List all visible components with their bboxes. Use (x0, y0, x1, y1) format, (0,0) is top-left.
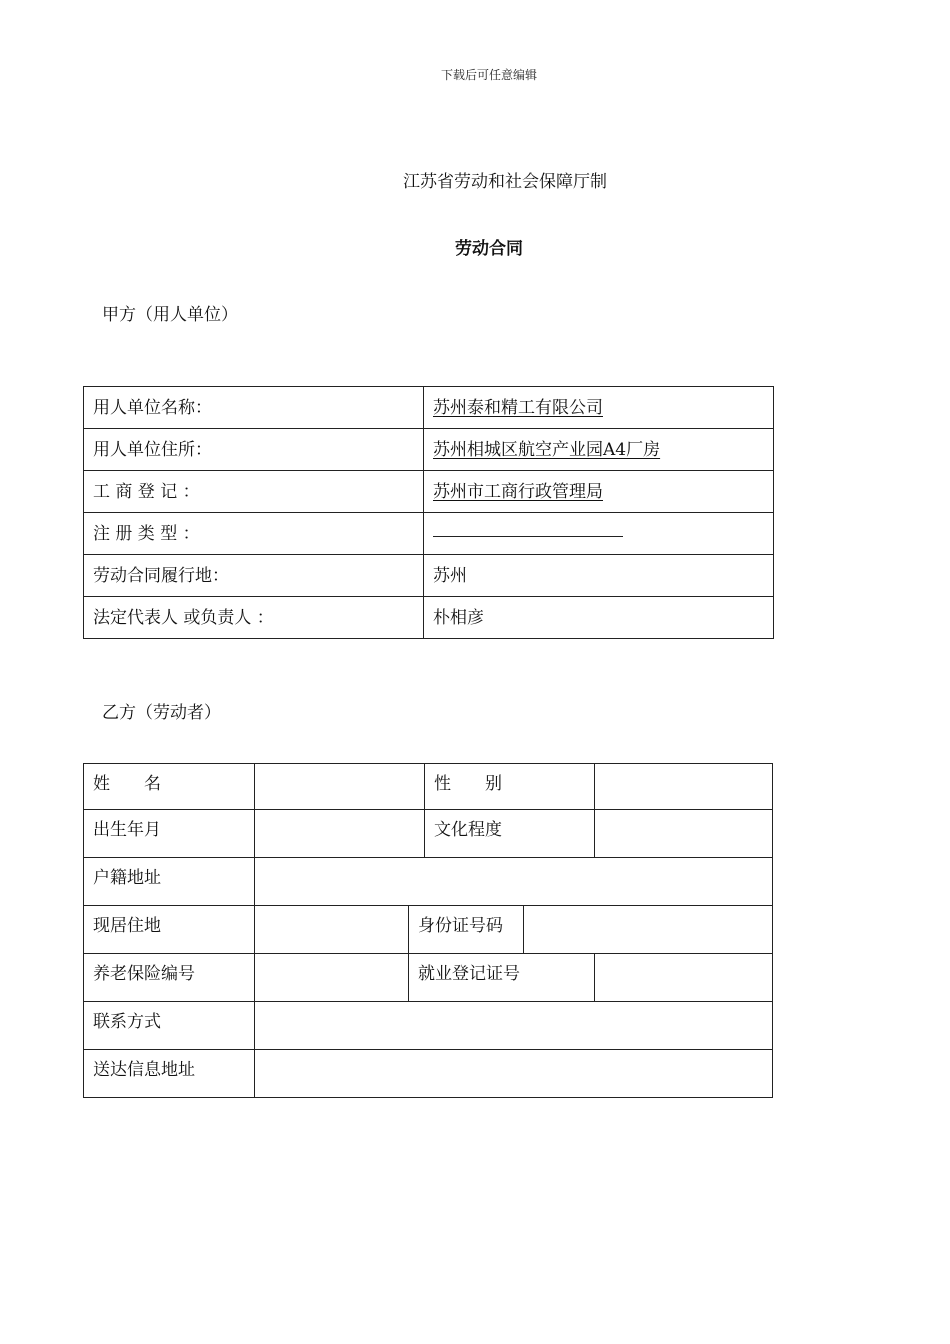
table-row (84, 555, 774, 597)
delivery-address-label: 送达信息地址 (93, 1060, 195, 1080)
id-number-label: 身份证号码 (408, 906, 523, 953)
household-label: 户籍地址 (93, 868, 161, 888)
table-row (84, 1002, 772, 1050)
gender-label: 性 别 (424, 764, 594, 809)
employment-label: 就业登记证号 (408, 954, 594, 1001)
table-row (84, 597, 774, 639)
residence-value[interactable] (254, 906, 408, 953)
birth-label: 出生年月 (93, 820, 161, 840)
education-label: 文化程度 (424, 810, 594, 857)
party-a-label: 甲方（用人单位） (102, 305, 238, 325)
residence-label: 现居住地 (93, 916, 161, 936)
employment-value[interactable] (594, 954, 772, 1001)
education-value[interactable] (594, 810, 772, 857)
table-row (84, 954, 772, 1002)
business-registration-value: 苏州市工商行政管理局 (424, 471, 774, 513)
delivery-address-value[interactable] (254, 1050, 772, 1097)
document-title: 劳动合同 (455, 239, 523, 259)
registration-type-label: 注 册 类 型 ： (84, 513, 424, 555)
blank-fill-line[interactable] (433, 519, 623, 537)
household-value[interactable] (254, 858, 772, 905)
table-row (84, 906, 772, 954)
contact-value[interactable] (254, 1002, 772, 1049)
birth-value[interactable] (254, 810, 424, 857)
name-value[interactable] (254, 764, 424, 809)
table-row (84, 764, 772, 810)
party-b-label: 乙方（劳动者） (102, 703, 221, 723)
pension-value[interactable] (254, 954, 408, 1001)
table-row (84, 1050, 772, 1098)
contract-place-label: 劳动合同履行地： (84, 555, 424, 597)
employer-address-value: 苏州相城区航空产业园A4厂房 (424, 429, 774, 471)
party-b-table (83, 763, 773, 1098)
table-row (84, 387, 774, 429)
employer-address-label: 用人单位住所： (84, 429, 424, 471)
business-registration-label: 工 商 登 记 ： (84, 471, 424, 513)
legal-representative-label: 法定代表人 或负责人 ： (84, 597, 424, 639)
legal-representative-value: 朴相彦 (424, 597, 774, 639)
issuer-line: 江苏省劳动和社会保障厅制 (403, 172, 607, 192)
table-row (84, 471, 774, 513)
contract-place-value: 苏州 (424, 555, 774, 597)
party-a-table (83, 386, 774, 639)
employer-name-label: 用人单位名称： (84, 387, 424, 429)
table-row (84, 810, 772, 858)
registration-type-value[interactable] (424, 513, 774, 555)
table-row (84, 858, 772, 906)
pension-label: 养老保险编号 (93, 964, 195, 984)
table-row (84, 513, 774, 555)
contact-label: 联系方式 (93, 1012, 161, 1032)
header-note: 下载后可任意编辑 (440, 68, 537, 82)
id-number-value[interactable] (523, 906, 772, 953)
name-label: 姓 名 (93, 774, 161, 794)
gender-value[interactable] (594, 764, 772, 809)
employer-name-value: 苏州泰和精工有限公司 (424, 387, 774, 429)
table-row (84, 429, 774, 471)
